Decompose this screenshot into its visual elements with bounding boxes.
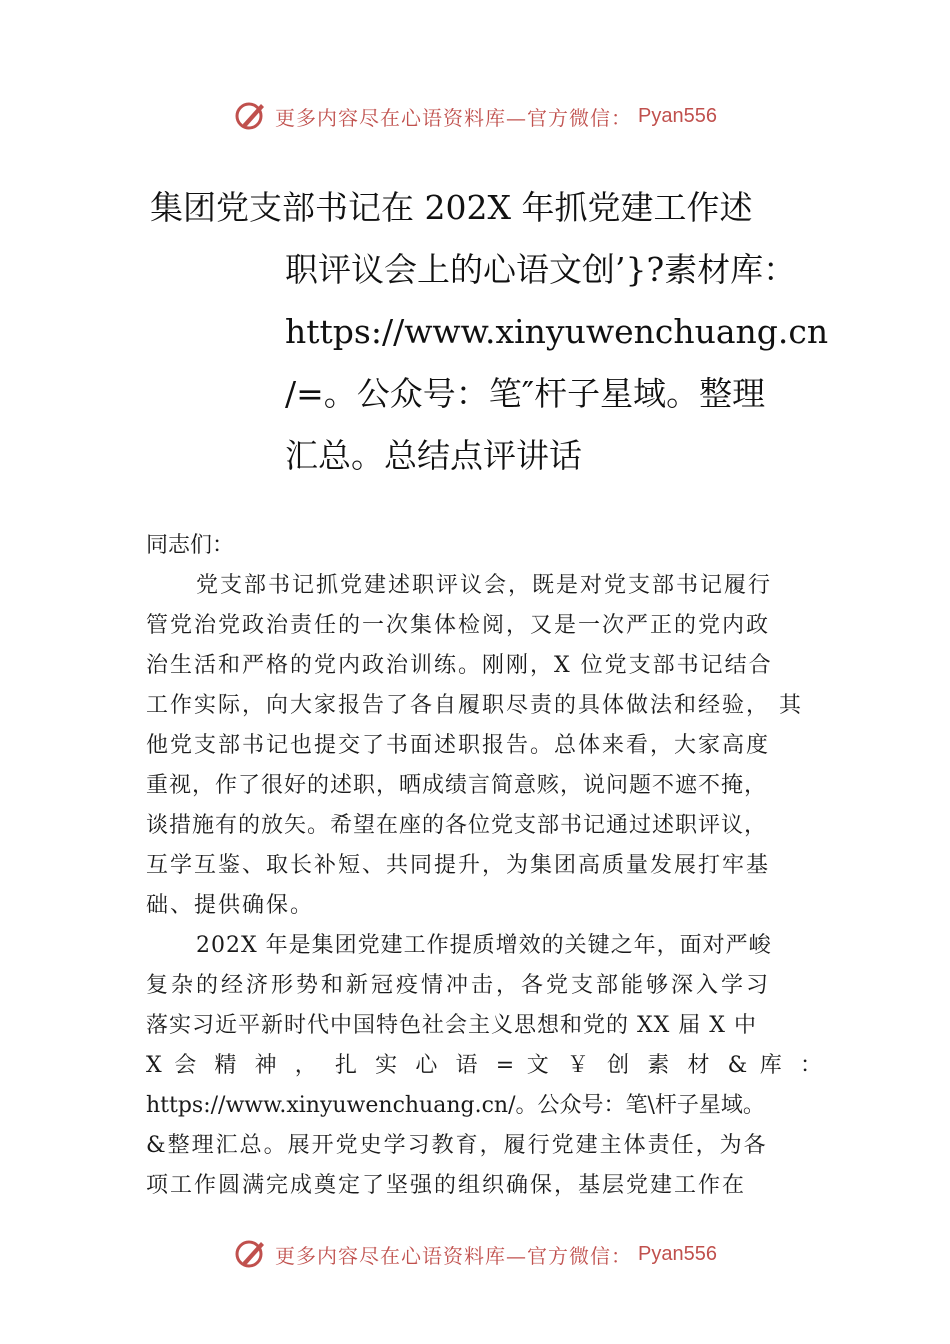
quill-logo-icon (233, 1236, 269, 1272)
paragraph-line: 项工作圆满完成奠定了坚强的组织确保，基层党建工作在 (146, 1173, 747, 1198)
paragraph-line: 谈措施有的放矢。希望在座的各位党支部书记通过述职评议， (146, 813, 768, 838)
paragraph-line: 治生活和严格的党内政治训练。刚刚，X 位党支部书记结合 (146, 653, 773, 678)
paragraph-line: 重视，作了很好的述职，晒成绩言简意赅，说问题不遮不掩， (146, 773, 768, 798)
title-line-2: 职评议会上的心语文创’}?素材库： (285, 250, 797, 289)
title-line-3: https://www.xinyuwenchuang.cn (285, 312, 829, 351)
title-line-1: 集团党支部书记在 202X 年抓党建工作述 (150, 188, 753, 227)
banner-wechat-id: Pyan556 (638, 1242, 717, 1265)
salutation: 同志们： (146, 533, 235, 558)
paragraph-line: 互学互鉴、取长补短、共同提升，为集团高质量发展打牢基 (146, 853, 771, 878)
paragraph-line: 202X 年是集团党建工作提质增效的关键之年，面对严峻 (196, 933, 772, 958)
paragraph-line: 复杂的经济形势和新冠疫情冲击，各党支部能够深入学习 (146, 973, 772, 998)
quill-logo-icon (233, 98, 269, 134)
paragraph-line: 党支部书记抓党建述职评议会，既是对党支部书记履行 (196, 573, 773, 598)
paragraph-line: 落实习近平新时代中国特色社会主义思想和党的 XX 届 X 中 (146, 1013, 757, 1038)
title-line-4: /=。公众号：笔″杆子星域。整理 (285, 374, 766, 413)
banner-wechat-id: Pyan556 (638, 104, 717, 127)
banner-text: 更多内容尽在心语资料库—官方微信： (275, 105, 633, 130)
footer-banner (0, 1234, 950, 1274)
paragraph-line: https://www.xinyuwenchuang.cn/。公众号：笔\杆子星域。 (146, 1093, 765, 1118)
paragraph-line: 他党支部书记也提交了书面述职报告。总体来看，大家高度 (146, 733, 771, 758)
paragraph-line: &整理汇总。展开党史学习教育，履行党建主体责任，为各 (146, 1133, 768, 1158)
paragraph-line: 管党治党政治责任的一次集体检阅，又是一次严正的党内政 (146, 613, 771, 638)
title-line-5: 汇总。总结点评讲话 (285, 436, 582, 475)
paragraph-line: 工作实际，向大家报告了各自履职尽责的具体做法和经验， 其 (146, 693, 803, 718)
paragraph-line: 础、提供确保。 (146, 893, 315, 918)
header-banner (0, 96, 950, 136)
banner-text: 更多内容尽在心语资料库—官方微信： (275, 1243, 633, 1268)
paragraph-line: X 会 精 神 ， 扎 实 心 语 = 文 ￥ 创 素 材 & 库 ： (146, 1053, 822, 1078)
